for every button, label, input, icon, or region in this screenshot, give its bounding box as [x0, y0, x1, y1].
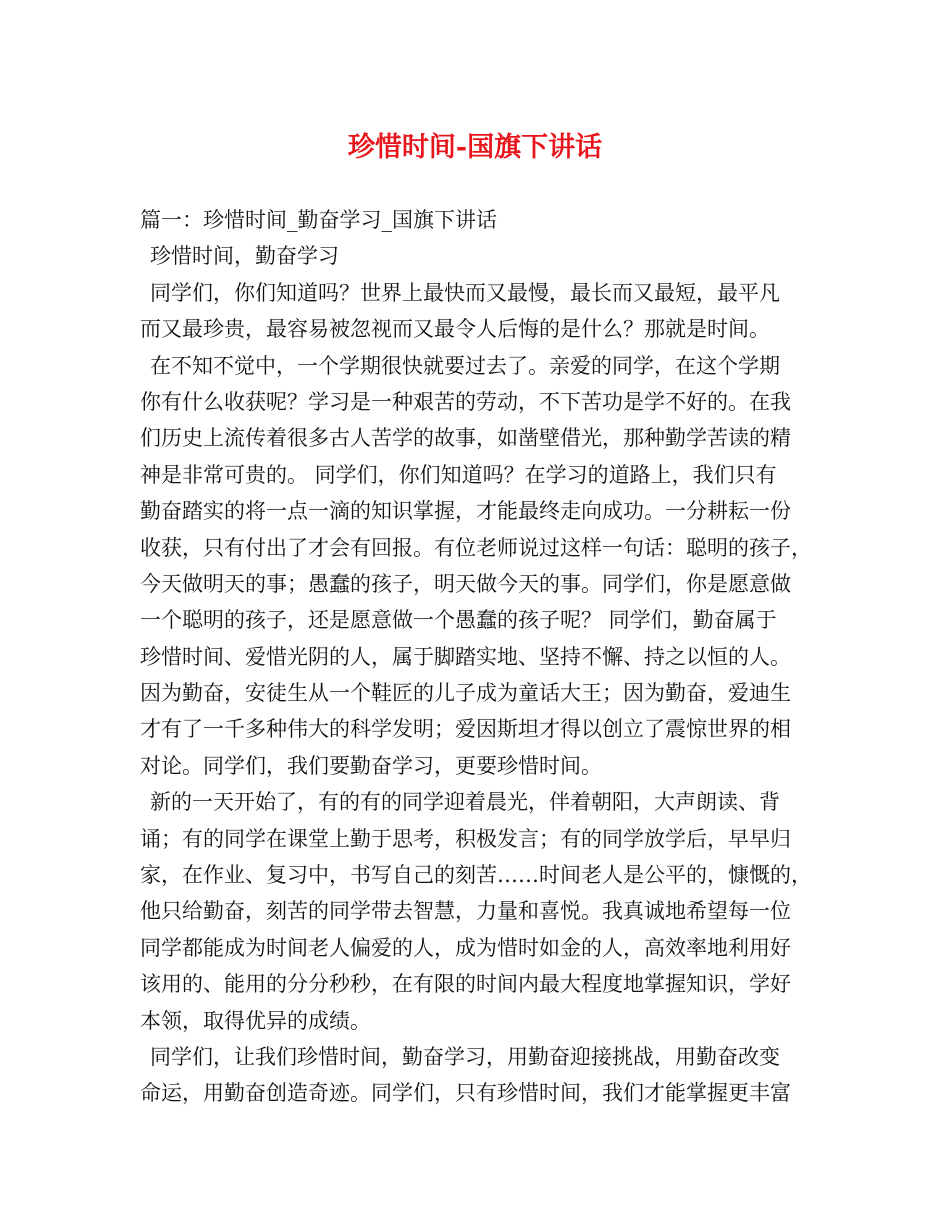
paragraph-line: 新的一天开始了，有的有的同学迎着晨光，伴着朝阳，大声朗读、背 [150, 790, 780, 815]
paragraph-line: 收获，只有付出了才会有回报。有位老师说过这样一句话：聪明的孩子， [140, 535, 812, 560]
paragraph-line: 诵；有的同学在课堂上勤于思考，积极发言；有的同学放学后，早早归 [140, 826, 791, 851]
paragraph-line: 该用的、能用的分分秒秒，在有限的时间内最大程度地掌握知识，学好 [140, 972, 791, 997]
paragraph-line: 同学们，让我们珍惜时间，勤奋学习，用勤奋迎接挑战，用勤奋改变 [150, 1044, 780, 1069]
paragraph-line: 你有什么收获呢？学习是一种艰苦的劳动，不下苦功是学不好的。在我 [140, 389, 791, 414]
paragraph-line: 一个聪明的孩子，还是愿意做一个愚蠢的孩子呢？ 同学们，勤奋属于 [140, 608, 777, 633]
document-title: 珍惜时间-国旗下讲话 [347, 132, 603, 163]
paragraph-line: 才有了一千多种伟大的科学发明；爱因斯坦才得以创立了震惊世界的相 [140, 717, 791, 742]
paragraph-line: 他只给勤奋，刻苦的同学带去智慧，力量和喜悦。我真诚地希望每一位 [140, 899, 791, 924]
paragraph-line: 因为勤奋，安徒生从一个鞋匠的儿子成为童话大王；因为勤奋，爱迪生 [140, 681, 791, 706]
paragraph-line: 本领，取得优异的成绩。 [140, 1008, 371, 1033]
paragraph-line: 对论。同学们，我们要勤奋学习，更要珍惜时间。 [140, 753, 602, 778]
paragraph-line: 勤奋踏实的将一点一滴的知识掌握，才能最终走向成功。一分耕耘一份 [140, 499, 791, 524]
paragraph-line: 家，在作业、复习中，书写自己的刻苦……时间老人是公平的，慷慨的， [140, 863, 812, 888]
paragraph-line: 而又最珍贵，最容易被忽视而又最令人后悔的是什么？那就是时间。 [140, 317, 770, 342]
paragraph-line: 在不知不觉中，一个学期很快就要过去了。亲爱的同学，在这个学期 [150, 353, 780, 378]
paragraph-line: 今天做明天的事；愚蠢的孩子，明天做今天的事。同学们，你是愿意做 [140, 571, 791, 596]
speech-title: 珍惜时间，勤奋学习 [150, 244, 339, 269]
paragraph-line: 珍惜时间、爱惜光阴的人，属于脚踏实地、坚持不懈、持之以恒的人。 [140, 644, 791, 669]
paragraph-line: 命运，用勤奋创造奇迹。同学们，只有珍惜时间，我们才能掌握更丰富 [140, 1081, 791, 1106]
document-body [140, 202, 820, 1112]
paragraph-line: 同学都能成为时间老人偏爱的人，成为惜时如金的人，高效率地利用好 [140, 935, 791, 960]
paragraph-line: 们历史上流传着很多古人苦学的故事，如凿壁借光，那种勤学苦读的精 [140, 426, 791, 451]
section-heading: 篇一：珍惜时间_勤奋学习_国旗下讲话 [140, 208, 497, 232]
paragraph-line: 同学们，你们知道吗？世界上最快而又最慢，最长而又最短，最平凡 [150, 280, 780, 305]
paragraph-line: 神是非常可贵的。 同学们，你们知道吗？在学习的道路上，我们只有 [140, 462, 777, 487]
